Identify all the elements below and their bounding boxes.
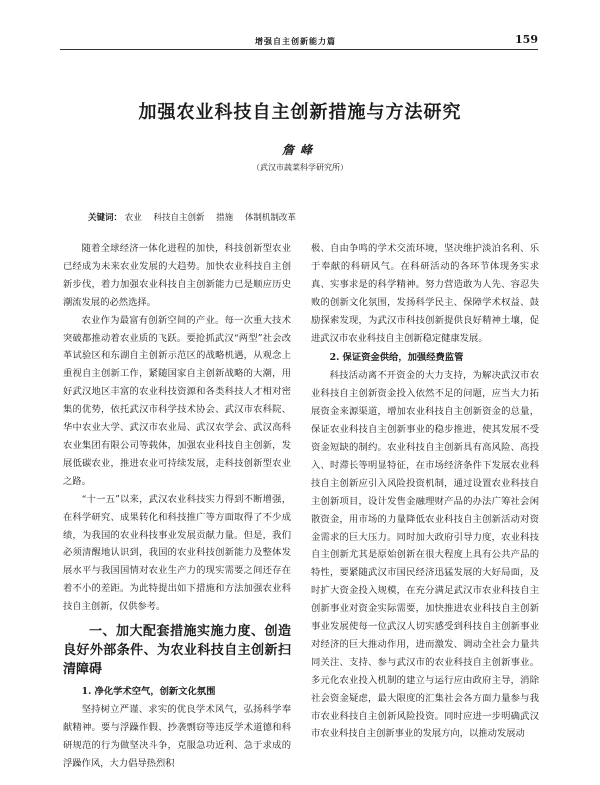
page-number: 159 <box>515 33 538 46</box>
running-header <box>60 33 538 50</box>
subsection-heading: 2. 保证资金供给，加强经费监管 <box>329 352 464 364</box>
right-column <box>311 240 539 743</box>
running-title: 增强自主创新能力篇 <box>255 36 336 46</box>
keyword: 农业 <box>124 213 142 223</box>
author-name: 詹峰 <box>281 143 318 157</box>
keyword: 措施 <box>216 213 234 223</box>
section-heading: 一、加大配套措施实施力度、创造良好外部条件、为农业科技自主创新扫清障碍 <box>63 624 291 678</box>
keywords-line <box>88 211 305 223</box>
body-paragraph: 随着全球经济一体化进程的加快，科技创新型农业已经成为未来农业发展的大趋势。加快农业科技自主创新步伐，着力加强农业科技自主创新能力已是顺应历史潮流发展的必然选择。 <box>63 243 291 308</box>
keyword: 科技自主创新 <box>153 213 205 223</box>
author-affiliation: （武汉市蔬菜科学研究所） <box>252 163 348 172</box>
body-paragraph: 农业作为最富有创新空间的产业。每一次重大技术突破都推动着农业质的飞跃。要抢抓武汉“两型”社会改革试验区和东湖自主创新示范区的战略机遇，从观念上重视自主创新工作，紧随国家自主创新战略的大潮，用好武汉地区丰富的农业科技资源和各类科技人才相对密集的优势，依托武汉市科学技术协会、武汉市农科院、华中农业大学、武汉市农业局、武汉农学会、武汉高科农业集团有限公司等载体，加强农业科技自主创新，发展低碳农业，推进农业可持续发展，走科技创新型农业之路。 <box>63 314 291 487</box>
keyword: 体制机制改革 <box>244 213 296 223</box>
body-paragraph: “十一五”以来，武汉农业科技实力得到不断增强，在科学研究、成果转化和科技推广等方面取得了不少成绩，为我国的农业科技事业发展贡献力量。但是，我们必须清醒地认识到，我国的农业科技创新能力及整体发展水平与我国国情对农业生产力的现实需要之间还存在着不小的差距。为此特提出如下措施和方法加强农业科技自主创新，仅供参考。 <box>63 493 291 613</box>
keywords-label: 关键词： <box>88 213 123 223</box>
left-column <box>63 240 291 773</box>
body-paragraph: 极、自由争鸣的学术交流环境，坚决维护淡泊名利、乐于奉献的科研风气。在科研活动的各环节体现务实求真、实事求是的科学精神。努力营造敢为人先、容忍失败的创新文化氛围，发扬科学民主、保障学术权益、鼓励探索发现，为武汉市科技创新提供良好精神土壤，促进武汉市农业科技自主创新稳定健康发展。 <box>311 243 539 344</box>
body-paragraph: 坚持树立严谨、求实的优良学术风气，弘扬科学奉献精神。要与浮躁作假、抄袭剽窃等违反学术道德和科研规范的行为做坚决斗争，克服急功近利、急于求成的浮躁作风，大力倡导热烈积 <box>63 703 291 769</box>
subsection-heading: 1. 净化学术空气，创新文化氛围 <box>81 686 216 698</box>
body-paragraph: 科技活动离不开资金的大力支持，为解决武汉市农业科技自主创新资金投入依然不足的问题，应当大力拓展资金来源渠道，增加农业科技自主创新资金的总量，保证农业科技自主创新事业的稳步推进，使其发展不受资金短缺的制约。农业科技自主创新具有高风险、高投入、时滞长等明显特征，在市场经济条件下发展农业科技自主创新应引入风险投资机制，通过设置农业科技自主创新项目，设计发售金融理财产品的办法广筹社会闲散资金，用市场的力量降低农业科技自主创新活动对资金需求的巨大压力。同时加大政府引导力度，农业科技自主创新尤其是原始创新在很大程度上具有公共产品的特性，要紧随武汉市国民经济迅猛发展的大好局面，及时扩大资金投入规模，在充分满足武汉市农业科技自主创新事业对资金实际需要，加快推进农业科技自主创新事业发展使每一位武汉人切实感受到科技自主创新事业对经济的巨大推动作用，进而激发、调动全社会力量共同关注、支持、参与武汉市的农业科技自主创新事业。多元化农业投入机制的建立与运行应由政府主导，消除社会资金疑虑，最大限度的汇集社会各方面力量参与我市农业科技自主创新风险投资。同时应进一步明确武汉市农业科技自主创新事业的发展方向，以推动发展动 <box>311 370 539 740</box>
header-rule <box>60 49 538 50</box>
paper-title: 加强农业科技自主创新措施与方法研究 <box>138 102 462 123</box>
